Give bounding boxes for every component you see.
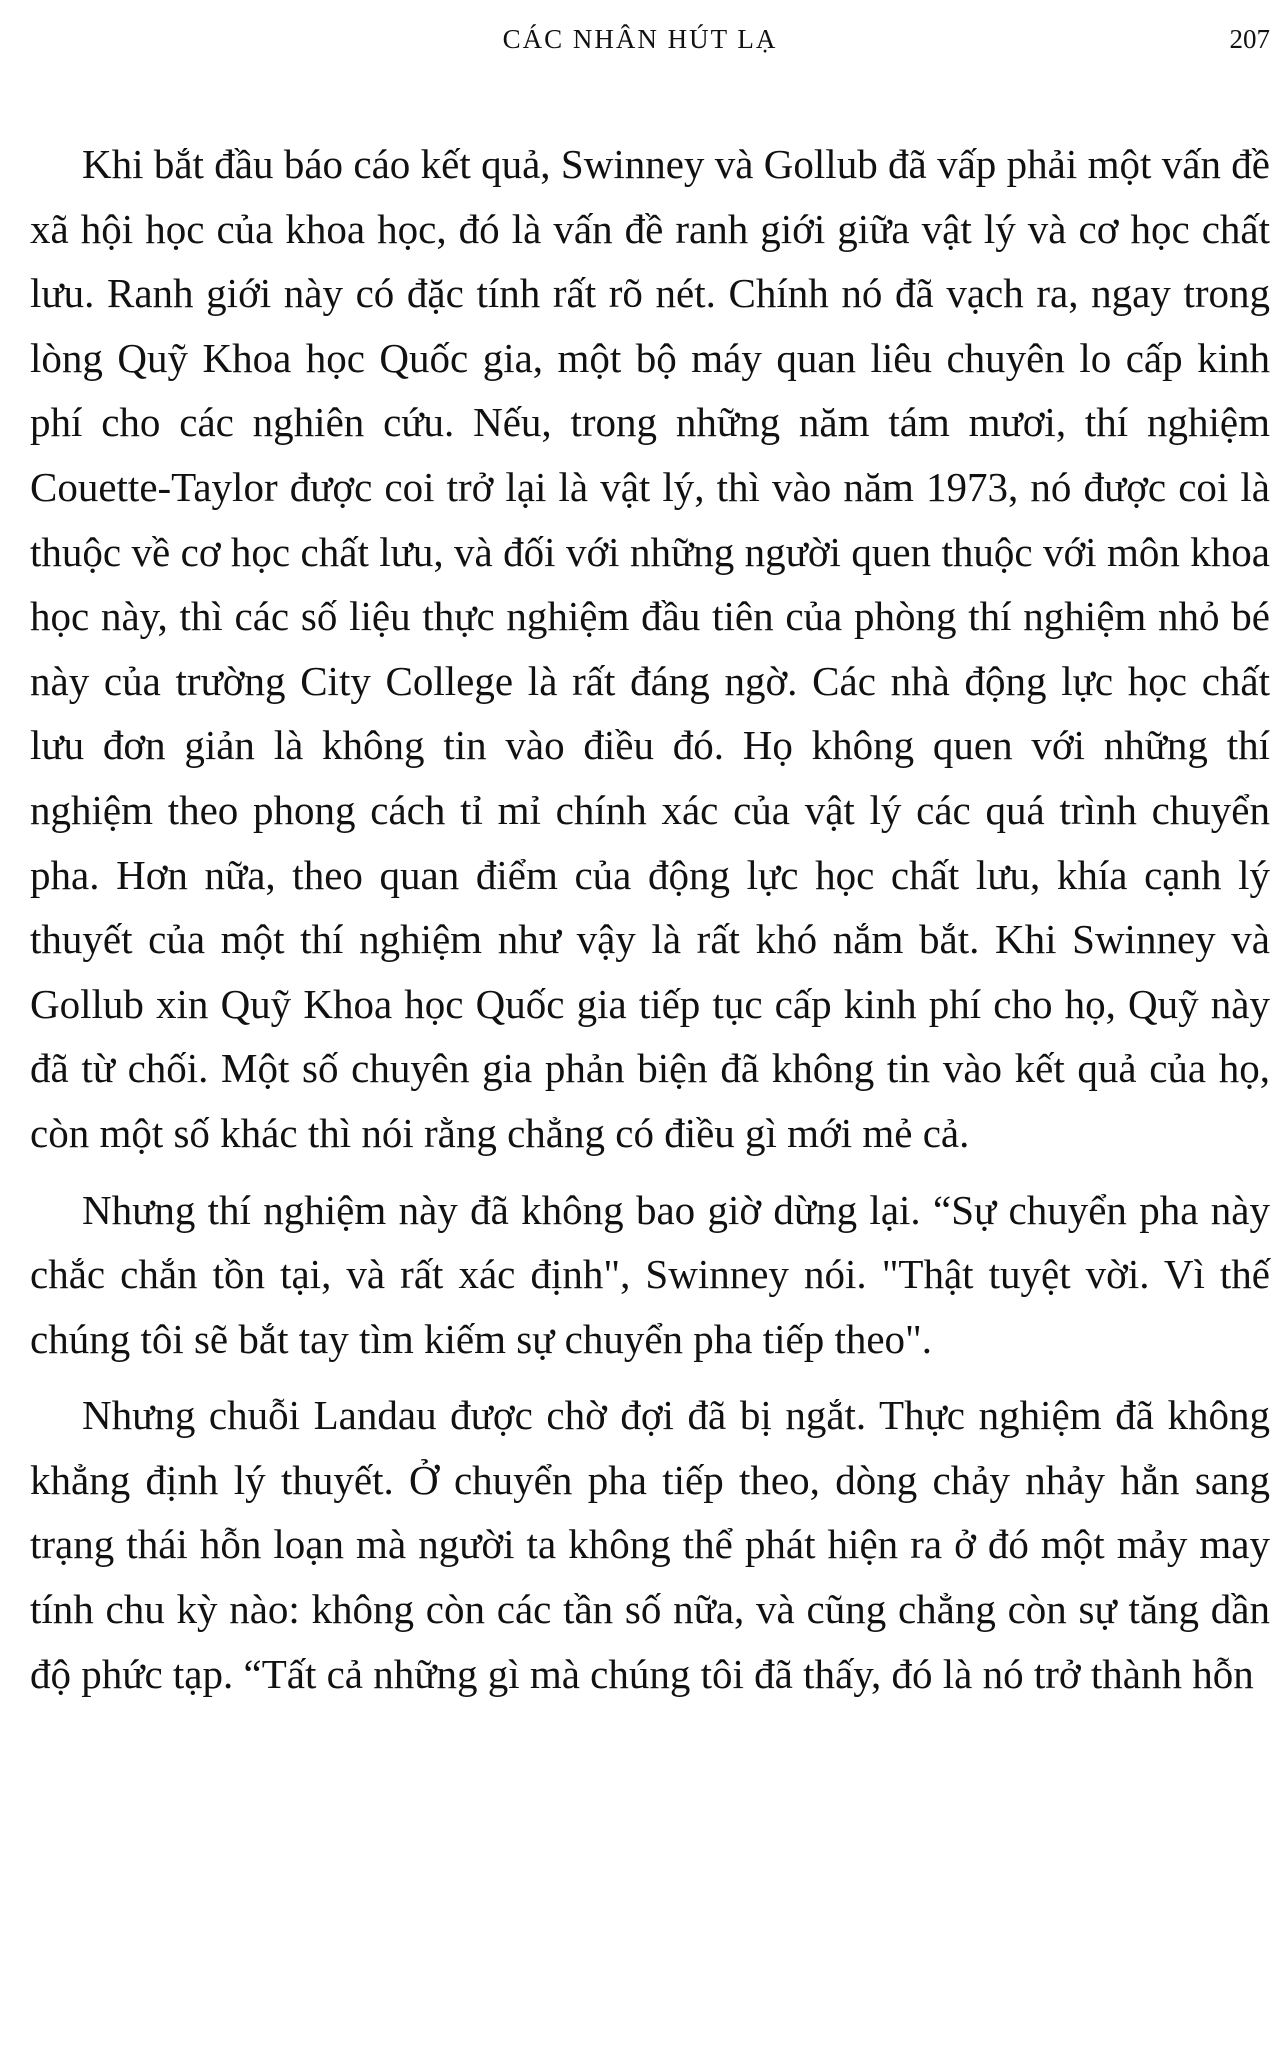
paragraph-3: Nhưng chuỗi Landau được chờ đợi đã bị ngắt. Thực nghiệm đã không khẳng định lý thuyết. Ở chuyển pha tiếp theo, dòng chảy nhảy hẳn sang trạng thái hỗn loạn mà người ta không thể phát hiện ra ở đó một mảy may tính chu kỳ nào: không còn các tần số nữa, và cũng chẳng còn sự tăng dần độ phức tạp. “Tất cả những gì mà chúng tôi đã thấy, đó là nó trở thành hỗn [30,1392,1270,1697]
running-title: CÁC NHÂN HÚT LẠ [502,24,778,54]
page-number: 207 [1229,24,1270,54]
body-text [30,132,1270,1706]
running-head [0,24,1280,64]
paragraph-2: Nhưng thí nghiệm này đã không bao giờ dừng lại. “Sự chuyển pha này chắc chắn tồn tại, và rất xác định", Swinney nói. "Thật tuyệt vời. Vì thế chúng tôi sẽ bắt tay tìm kiếm sự chuyển pha tiếp theo". [30,1186,1270,1362]
paragraph-1: Khi bắt đầu báo cáo kết quả, Swinney và Gollub đã vấp phải một vấn đề xã hội học của khoa học, đó là vấn đề ranh giới giữa vật lý và cơ học chất lưu. Ranh giới này có đặc tính rất rõ nét. Chính nó đã vạch ra, ngay trong lòng Quỹ Khoa học Quốc gia, một bộ máy quan liêu chuyên lo cấp kinh phí cho các nghiên cứu. Nếu, trong những năm tám mươi, thí nghiệm Couette-Taylor được coi trở lại là vật lý, thì vào năm 1973, nó được coi là thuộc về cơ học chất lưu, và đối với những người quen thuộc với môn khoa học này, thì các số liệu thực nghiệm đầu tiên của phòng thí nghiệm nhỏ bé này của trường City College là rất đáng ngờ. Các nhà động lực học chất lưu đơn giản là không tin vào điều đó. Họ không quen với những thí nghiệm theo phong cách tỉ mỉ chính xác của vật lý các quá trình chuyển pha. Hơn nữa, theo quan điểm của động lực học chất lưu, khía cạnh lý thuyết của một thí nghiệm như vậy là rất khó nắm bắt. Khi Swinney và Gollub xin Quỹ Khoa học Quốc gia tiếp tục cấp kinh phí cho họ, Quỹ này đã từ chối. Một số chuyên gia phản biện đã không tin vào kết quả của họ, còn một số khác thì nói rằng chẳng có điều gì mới mẻ cả. [30,141,1270,1156]
